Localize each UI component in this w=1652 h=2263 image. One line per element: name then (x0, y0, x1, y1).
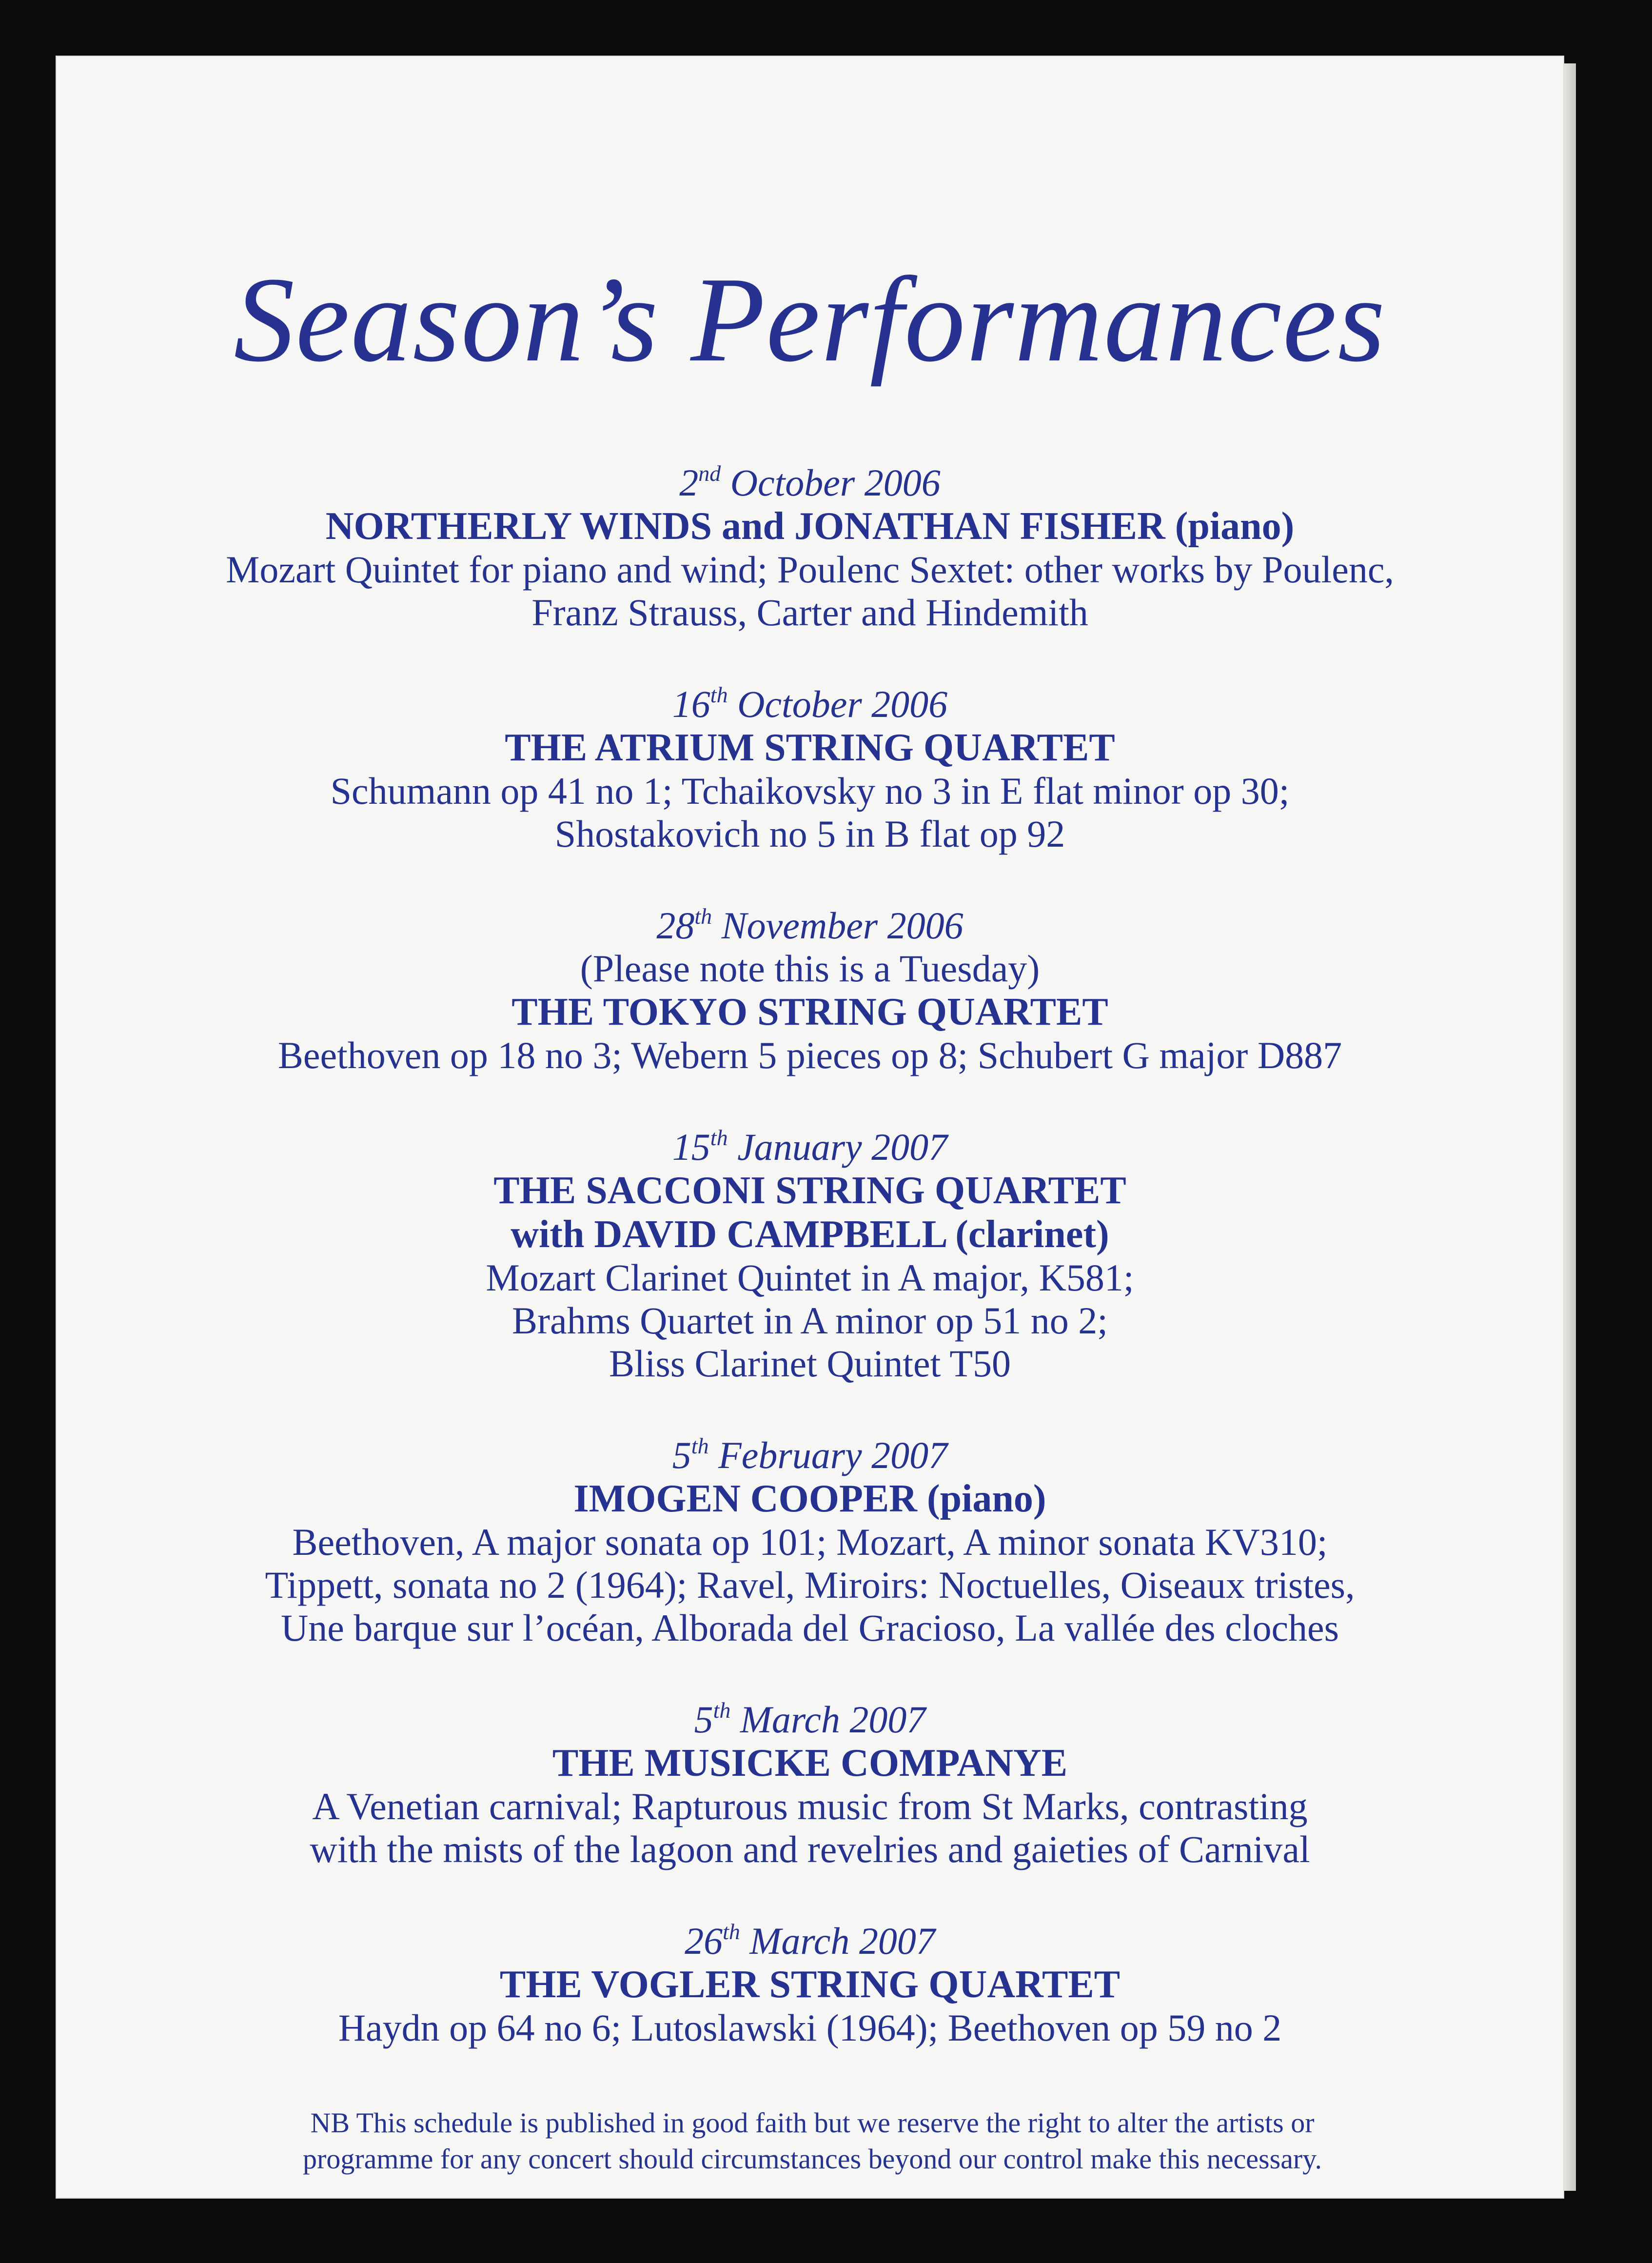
event-programme-line: Schumann op 41 no 1; Tchaikovsky no 3 in E flat minor op 30; (330, 770, 1290, 812)
event-date (57, 1698, 1563, 1741)
event-programme-line: Haydn op 64 no 6; Lutoslawski (1964); Beethoven op 59 no 2 (338, 2006, 1282, 2049)
event-programme-line: A Venetian carnival; Rapturous music from St Marks, contrasting (312, 1785, 1308, 1827)
event-month-year: January 2007 (737, 1126, 948, 1168)
event-day: 2 (679, 461, 699, 504)
event-artist: THE SACCONI STRING QUARTET (493, 1169, 1126, 1212)
event-day-suffix: th (723, 1919, 740, 1944)
event-day: 5 (694, 1698, 713, 1741)
event-artist: THE VOGLER STRING QUARTET (499, 1963, 1121, 2006)
event-entry (57, 683, 1563, 855)
event-programme-line: Brahms Quartet in A minor op 51 no 2; (512, 1299, 1108, 1342)
event-date (57, 1434, 1563, 1477)
event-entry (57, 461, 1563, 634)
programme-page (57, 57, 1563, 2198)
event-month-year: March 2007 (749, 1920, 935, 1962)
event-month-year: November 2006 (721, 904, 964, 947)
event-artist: NORTHERLY WINDS and JONATHAN FISHER (piano) (325, 505, 1295, 548)
event-note: (Please note this is a Tuesday) (580, 947, 1040, 990)
event-date (57, 461, 1563, 504)
event-programme-line: Beethoven, A major sonata op 101; Mozart, A minor sonata KV310; (292, 1521, 1328, 1563)
event-day: 16 (672, 683, 710, 725)
page-title: Season’s Performances (234, 252, 1386, 387)
event-day: 28 (656, 904, 695, 947)
event-programme-line: Tippett, sonata no 2 (1964); Ravel, Miroirs: Noctuelles, Oiseaux tristes, (265, 1564, 1355, 1606)
event-programme-line: Mozart Clarinet Quintet in A major, K581; (486, 1256, 1134, 1299)
event-programme-line: Beethoven op 18 no 3; Webern 5 pieces op 8; Schubert G major D887 (277, 1034, 1342, 1076)
footnote (154, 2105, 1471, 2177)
event-date (57, 1920, 1563, 1963)
event-programme-line: Franz Strauss, Carter and Hindemith (531, 591, 1088, 634)
event-day-suffix: nd (698, 461, 721, 486)
events-list (57, 461, 1563, 2098)
event-day-suffix: th (713, 1698, 731, 1723)
event-artist: THE MUSICKE COMPANYE (552, 1742, 1068, 1785)
event-artist: with DAVID CAMPBELL (clarinet) (511, 1213, 1109, 1256)
event-day: 26 (685, 1920, 723, 1962)
event-date (57, 904, 1563, 947)
event-artist: IMOGEN COOPER (piano) (573, 1477, 1046, 1520)
event-day-suffix: th (710, 1125, 728, 1150)
event-day: 15 (672, 1126, 710, 1168)
footnote-line: programme for any concert should circumstances beyond our control make this necessary. (303, 2143, 1322, 2175)
event-day-suffix: th (710, 682, 728, 707)
event-day-suffix: th (691, 1433, 709, 1458)
event-programme-line: Mozart Quintet for piano and wind; Poulenc Sextet: other works by Poulenc, (226, 548, 1394, 591)
event-programme-line: Bliss Clarinet Quintet T50 (609, 1342, 1011, 1385)
event-programme-line: with the mists of the lagoon and revelries and gaieties of Carnival (310, 1828, 1310, 1870)
event-programme-line: Shostakovich no 5 in B flat op 92 (554, 813, 1065, 855)
page-edge (1563, 63, 1576, 2191)
event-programme-line: Une barque sur l’océan, Alborada del Gracioso, La vallée des cloches (280, 1607, 1339, 1649)
event-entry (57, 1698, 1563, 1871)
footnote-line: NB This schedule is published in good faith but we reserve the right to alter the artists or (310, 2107, 1315, 2139)
event-artist: THE TOKYO STRING QUARTET (511, 991, 1108, 1033)
event-day: 5 (672, 1434, 691, 1476)
event-month-year: March 2007 (740, 1698, 926, 1741)
event-entry (57, 1434, 1563, 1649)
event-entry (57, 1920, 1563, 2049)
event-month-year: October 2006 (730, 461, 941, 504)
event-date (57, 1126, 1563, 1169)
event-month-year: October 2006 (737, 683, 948, 725)
event-day-suffix: th (694, 904, 712, 929)
event-entry (57, 1126, 1563, 1385)
event-date (57, 683, 1563, 726)
event-month-year: February 2007 (718, 1434, 948, 1476)
event-entry (57, 904, 1563, 1077)
event-artist: THE ATRIUM STRING QUARTET (505, 726, 1115, 769)
